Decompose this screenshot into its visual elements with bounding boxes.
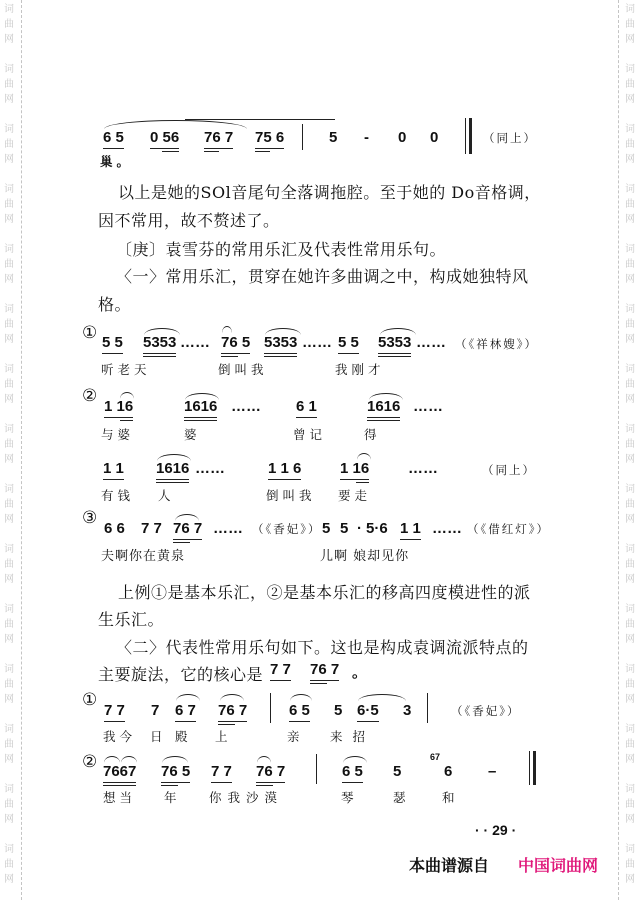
- lyric: 你我沙漠: [209, 790, 284, 805]
- watermark-text: 词 曲 网: [4, 664, 14, 705]
- note-group: 76 7: [204, 129, 233, 146]
- ellipsis: ……: [180, 334, 210, 351]
- watermark-text: 词 曲 网: [4, 544, 14, 585]
- page-number: · · 29 ·: [475, 822, 517, 838]
- paragraph-line: 〈二〉代表性常用乐句如下。这也是构成袁调流派特点的: [116, 638, 529, 657]
- note-group: 75 6: [255, 129, 284, 146]
- ellipsis: ……: [231, 398, 261, 415]
- ellipsis: ……: [302, 334, 332, 351]
- slur: [185, 119, 335, 126]
- note: 6: [444, 763, 453, 780]
- note-group: 1 1: [400, 520, 421, 537]
- note-group: 1 16: [340, 460, 369, 477]
- watermark-text: 词 曲 网: [4, 4, 14, 45]
- lyric: 殿: [175, 729, 192, 744]
- note-group: 1616: [184, 398, 217, 415]
- lyric: 曾记: [293, 427, 327, 442]
- note-group: 6 5: [103, 129, 124, 146]
- watermark-text: 词 曲 网: [625, 784, 635, 825]
- note-group: 6 7: [175, 702, 196, 719]
- note-group: 76 7: [256, 763, 285, 780]
- core-motif-a: 7 7: [270, 661, 291, 678]
- watermark-text: 词 曲 网: [4, 724, 14, 765]
- lyric: 来招: [330, 729, 376, 744]
- watermark-text: 词 曲 网: [625, 124, 635, 165]
- section-heading: 〔庚〕袁雪芬的常用乐汇及代表性常用乐句。: [116, 240, 447, 259]
- note-group: 6 5: [289, 702, 310, 719]
- watermark-text: 词 曲 网: [625, 364, 635, 405]
- watermark-text: 词 曲 网: [625, 484, 635, 525]
- dash: –: [488, 763, 497, 780]
- paragraph-line: 上例①是基本乐汇，②是基本乐汇的移高四度模进性的派: [118, 583, 531, 602]
- watermark-text: 词 曲 网: [625, 604, 635, 645]
- note-group: 5·6: [366, 520, 388, 537]
- watermark-text: 词 曲 网: [4, 304, 14, 345]
- slur: [104, 756, 120, 763]
- source-annotation: （《借红灯》）: [467, 522, 550, 536]
- note-group: 1 1: [103, 460, 124, 477]
- same-as-above-annotation: （同上）: [483, 131, 537, 145]
- watermark-text: 词 曲 网: [4, 784, 14, 825]
- note-group: 1 1 6: [268, 460, 301, 477]
- note-group: 6 1: [296, 398, 317, 415]
- example-marker: ②: [82, 386, 98, 406]
- footer-site-link[interactable]: 中国词曲网: [518, 856, 599, 875]
- watermark-text: 词 曲 网: [4, 244, 14, 285]
- lyric: 倒叫我: [218, 362, 268, 377]
- same-as-above-annotation: （同上）: [482, 463, 536, 477]
- note: 5: [322, 520, 331, 537]
- grace-notes: 67: [430, 752, 441, 762]
- watermark-text: 词 曲 网: [625, 64, 635, 105]
- slur: [162, 756, 188, 763]
- paragraph-line: 〈一〉常用乐汇，贯穿在她许多曲调之中，构成她独特风: [116, 267, 529, 286]
- note-group: 7 7: [211, 763, 232, 780]
- lyric: 听老天: [101, 362, 151, 377]
- watermark-text: 词 曲 网: [4, 64, 14, 105]
- lyric: 上: [215, 729, 232, 744]
- right-dashed-border: [618, 0, 619, 900]
- source-annotation: （《香妃》）: [252, 522, 322, 536]
- note-group: 7 7: [141, 520, 162, 537]
- slur: [343, 756, 367, 763]
- note: 7: [151, 702, 160, 719]
- final-bar-line: [529, 751, 536, 785]
- paragraph-line: 生乐汇。: [98, 610, 165, 629]
- bar-line: [316, 754, 317, 784]
- note-group: 7667: [103, 763, 136, 780]
- note-group: 1616: [156, 460, 189, 477]
- lyric: 年: [164, 790, 181, 805]
- note-group: 1 16: [104, 398, 133, 415]
- watermark-text: 词 曲 网: [4, 124, 14, 165]
- slur: [357, 453, 371, 460]
- note: 5: [334, 702, 343, 719]
- note-group: 0 56: [150, 129, 179, 146]
- left-watermark-column: [2, 0, 22, 900]
- slur: [358, 694, 406, 701]
- lyric: 倒叫我: [266, 488, 316, 503]
- lyric: 和: [442, 790, 459, 805]
- lyric: 儿啊 娘却见你: [320, 549, 410, 564]
- lyric: 婆: [184, 427, 201, 442]
- watermark-text: 词 曲 网: [625, 664, 635, 705]
- note-group: 5 5: [102, 334, 123, 351]
- rest: 0: [430, 129, 439, 146]
- dot: ·: [357, 520, 362, 537]
- watermark-text: 词 曲 网: [625, 4, 635, 45]
- note-group: 76 7: [173, 520, 202, 537]
- lyric: 巢。: [100, 154, 134, 169]
- core-motif-b: 76 7: [310, 661, 339, 678]
- ellipsis: ……: [413, 398, 443, 415]
- bar-line: [302, 124, 303, 150]
- note: 5: [340, 520, 349, 537]
- watermark-text: 词 曲 网: [625, 304, 635, 345]
- right-watermark-column: [623, 0, 640, 900]
- note-group: 6 6: [104, 520, 125, 537]
- note-group: 6·5: [357, 702, 379, 719]
- source-annotation: （《祥林嫂》）: [455, 337, 538, 351]
- note-group: 5353: [143, 334, 176, 351]
- note-group: 1616: [367, 398, 400, 415]
- bar-line: [270, 693, 271, 723]
- ellipsis: ……: [195, 460, 225, 477]
- watermark-text: 词 曲 网: [4, 424, 14, 465]
- slur: [220, 694, 244, 701]
- slur: [120, 392, 134, 399]
- example-marker: ①: [82, 690, 98, 710]
- paragraph-line: 以上是她的SOl音尾句全落调拖腔。至于她的 Do音格调，: [118, 183, 541, 202]
- lyric: 人: [158, 488, 175, 503]
- paragraph-line: 主要旋法，它的核心是: [98, 665, 264, 684]
- note-group: 6 5: [342, 763, 363, 780]
- lyric: 有钱: [101, 488, 135, 503]
- slur: [257, 756, 271, 763]
- slur: [222, 326, 232, 333]
- note-group: 5353: [378, 334, 411, 351]
- paragraph-line: 因不常用，故不赘述了。: [98, 211, 280, 230]
- watermark-text: 词 曲 网: [625, 844, 635, 885]
- note: 5: [329, 129, 338, 146]
- watermark-text: 词 曲 网: [4, 484, 14, 525]
- slur: [176, 694, 200, 701]
- footer-source-label: 本曲谱源自: [409, 856, 490, 875]
- example-marker: ③: [82, 508, 98, 528]
- ellipsis: ……: [432, 520, 462, 537]
- bar-line: [427, 693, 428, 723]
- note-group: 7 7: [104, 702, 125, 719]
- note: 3: [403, 702, 412, 719]
- example-marker: ①: [82, 323, 98, 343]
- watermark-text: 词 曲 网: [4, 184, 14, 225]
- lyric: 与婆: [101, 427, 135, 442]
- example-marker: ②: [82, 752, 98, 772]
- lyric: 得: [364, 427, 381, 442]
- lyric: 日: [150, 729, 167, 744]
- ellipsis: ……: [416, 334, 446, 351]
- lyric: 我今: [103, 729, 137, 744]
- final-bar-line: [465, 118, 472, 154]
- lyric: 想当: [103, 790, 137, 805]
- note-group: 76 7: [218, 702, 247, 719]
- watermark-text: 词 曲 网: [625, 724, 635, 765]
- note-group: 76 5: [221, 334, 250, 351]
- paragraph-line: 格。: [98, 295, 132, 314]
- watermark-text: 词 曲 网: [625, 244, 635, 285]
- rest: 0: [398, 129, 407, 146]
- note-group: 5 5: [338, 334, 359, 351]
- lyric: 琴: [341, 790, 358, 805]
- lyric: 夫啊你在黄泉: [101, 549, 186, 564]
- slur: [121, 756, 137, 763]
- lyric: 亲: [287, 729, 304, 744]
- watermark-text: 词 曲 网: [625, 424, 635, 465]
- note: 5: [393, 763, 402, 780]
- slur: [290, 694, 312, 701]
- ellipsis: ……: [213, 520, 243, 537]
- watermark-text: 词 曲 网: [625, 544, 635, 585]
- dash: -: [364, 129, 369, 146]
- lyric: 要走: [338, 488, 372, 503]
- lyric: 瑟: [393, 790, 410, 805]
- watermark-text: 词 曲 网: [4, 364, 14, 405]
- watermark-text: 词 曲 网: [4, 844, 14, 885]
- note-group: 5353: [264, 334, 297, 351]
- watermark-text: 词 曲 网: [4, 604, 14, 645]
- watermark-text: 词 曲 网: [625, 184, 635, 225]
- ellipsis: ……: [408, 460, 438, 477]
- lyric: 我刚才: [335, 362, 385, 377]
- source-annotation: （《香妃》）: [451, 704, 521, 718]
- period: 。: [352, 664, 368, 681]
- note-group: 76 5: [161, 763, 190, 780]
